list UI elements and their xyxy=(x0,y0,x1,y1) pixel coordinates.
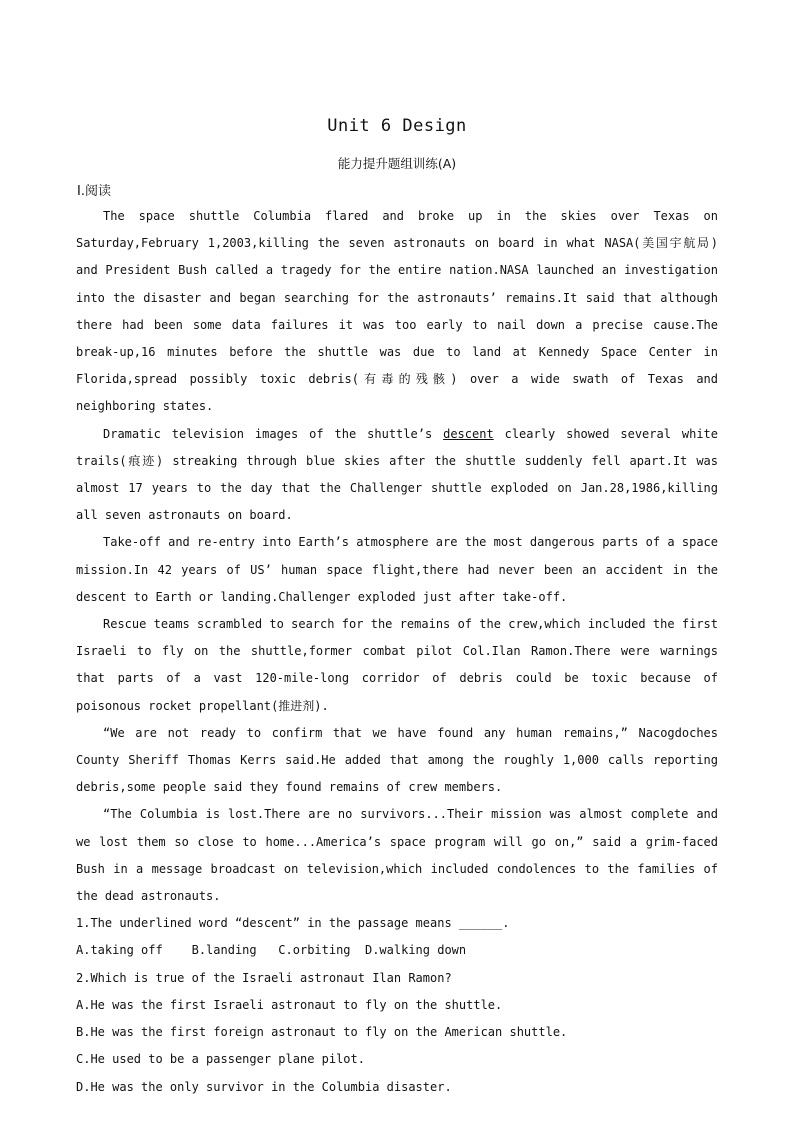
passage-paragraph-4: Rescue teams scrambled to search for the remains of the crew,which included the first Israeli to fly on the shuttle,former combat pilot Col.Ilan Ramon.There were warnings that parts of a vast 120-mile-long corridor of debris could be toxic because of poisonous rocket propellant(推进剂). xyxy=(76,617,718,713)
question-1-options: A.taking off B.landing C.orbiting D.walking down xyxy=(76,943,467,958)
reading-passage xyxy=(76,203,718,1101)
underlined-word-descent: descent xyxy=(443,426,494,441)
passage-paragraph-3: Take-off and re-entry into Earth’s atmosphere are the most dangerous parts of a space mission.In 42 years of US’ human space flight,there had never been an accident in the descent to Earth or landing.Challenger exploded just after take-off. xyxy=(76,535,718,604)
question-2-option-a: A.He was the first Israeli astronaut to fly on the shuttle. xyxy=(76,997,503,1012)
paragraph-2-lead: Dramatic television images of the shuttle’s xyxy=(103,426,444,441)
unit-title: Unit 6 Design xyxy=(327,116,467,136)
exercise-subtitle: 能力提升题组训练(A) xyxy=(337,156,457,171)
question-2-option-d: D.He was the only survivor in the Columbia disaster. xyxy=(76,1079,452,1094)
question-2: 2.Which is true of the Israeli astronaut Ilan Ramon? xyxy=(76,970,452,985)
question-1: 1.The underlined word “descent” in the passage means ______. xyxy=(76,916,510,931)
question-2-option-b: B.He was the first foreign astronaut to fly on the American shuttle. xyxy=(76,1025,568,1040)
passage-paragraph-6: “The Columbia is lost.There are no survivors...Their mission was almost complete and we lost them so close to home...America’s space program will go on,” said a grim-faced Bush in a message broadcast on television,which included condolences to the families of the dead astronauts. xyxy=(76,807,718,904)
section-heading-reading: Ⅰ.阅读 xyxy=(77,184,111,199)
passage-paragraph-1: The space shuttle Columbia flared and broke up in the skies over Texas on Saturday,February 1,2003,killing the seven astronauts on board in what NASA(美国宇航局) and President Bush called a tragedy for the entire nation.NASA launched an investigation into the disaster and began searching for the astronauts’ remains.It said that although there had been some data failures it was too early to nail down a precise cause.The break-up,16 minutes before the shuttle was due to land at Kennedy Space Center in Florida,spread possibly toxic debris(有毒的残骸) over a wide swath of Texas and neighboring states. xyxy=(76,209,718,414)
paragraph-2-rest: clearly showed several white trails(痕迹) streaking through blue skies after the shuttle suddenly fell apart.It was almost 17 years to the day that the Challenger shuttle exploded on Jan.28,1986,killing all seven astronauts on board. xyxy=(76,426,718,523)
passage-paragraph-5: “We are not ready to confirm that we have found any human remains,” Nacogdoches County Sheriff Thomas Kerrs said.He added that among the roughly 1,000 calls reporting debris,some people said they found remains of crew members. xyxy=(76,725,718,795)
passage-paragraph-2 xyxy=(76,421,718,530)
question-2-option-c: C.He used to be a passenger plane pilot. xyxy=(76,1052,365,1067)
